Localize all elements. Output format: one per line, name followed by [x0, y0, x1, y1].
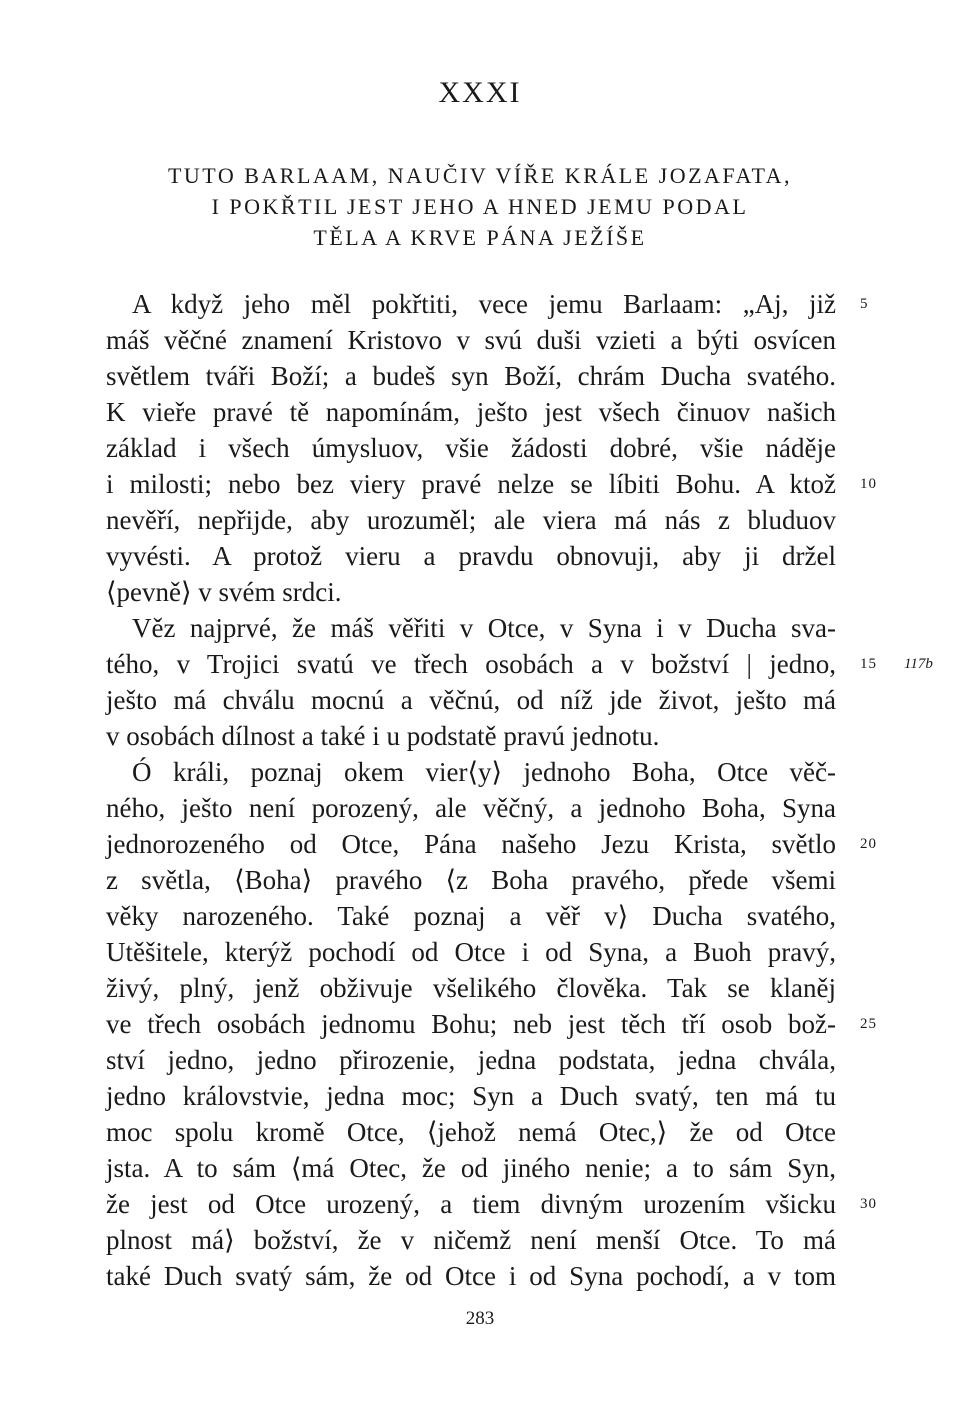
text-line: světlem tváři Boží; a budeš syn Boží, chrám Ducha svatého. [106, 361, 836, 391]
folio-reference: 117b [904, 656, 933, 672]
text-line: ného, ješto není porozený, ale věčný, a jednoho Boha, Syna [106, 793, 836, 823]
text-line: také Duch svatý sám, že od Otce i od Syna pochodí, a v tom [106, 1261, 836, 1291]
text-line: máš věčné znamení Kristovo v svú duši vzieti a býti osvícen [106, 325, 836, 355]
text-line: vyvésti. A protož vieru a pravdu obnovuji, aby ji držel [106, 541, 836, 571]
text-line: v osobách dílnost a také i u podstatě pravú jednotu. [106, 721, 660, 751]
text-line: ství jedno, jedno přirozenie, jedna podstata, jedna chvála, [106, 1045, 836, 1075]
margin-line-number: 10 [860, 476, 877, 492]
text-line: tého, v Trojici svatú ve třech osobách a v božství | jedno, [106, 649, 836, 679]
margin-line-number: 20 [860, 836, 877, 852]
margin-line-number: 25 [860, 1016, 877, 1032]
text-line: jednorozeného od Otce, Pána našeho Jezu Krista, světlo [106, 829, 836, 859]
text-line: jsta. A to sám ⟨má Otec, že od jiného nenie; a to sám Syn, [106, 1153, 836, 1183]
text-line: ⟨pevně⟩ v svém srdci. [106, 577, 342, 607]
text-line: Ó králi, poznaj okem vier⟨y⟩ jednoho Boha, Otce věč- [132, 757, 836, 787]
text-line: ješto má chválu mocnú a věčnú, od níž jde život, ješto má [106, 685, 836, 715]
heading-line: TĚLA A KRVE PÁNA JEŽÍŠE [313, 225, 647, 250]
text-line: živý, plný, jenž obživuje všelikého člověka. Tak se klaněj [106, 973, 836, 1003]
page-number: 283 [465, 1308, 495, 1329]
text-line: Věz najprvé, že máš věřiti v Otce, v Syna i v Ducha sva- [132, 613, 836, 643]
margin-line-number: 30 [860, 1196, 877, 1212]
text-line: plnost má⟩ božství, že v ničemž není menší Otce. To má [106, 1225, 836, 1255]
text-line: K vieře pravé tě napomínám, ješto jest všech činuov našich [106, 397, 836, 427]
text-line: i milosti; nebo bez viery pravé nelze se líbiti Bohu. A ktož [106, 469, 836, 499]
text-line: z světla, ⟨Boha⟩ pravého ⟨z Boha pravého, přede všemi [106, 865, 836, 895]
margin-line-number: 5 [860, 296, 869, 312]
chapter-heading [0, 160, 960, 253]
text-line: Utěšitele, kterýž pochodí od Otce i od Syna, a Buoh pravý, [106, 937, 836, 967]
text-line: moc spolu kromě Otce, ⟨jehož nemá Otec,⟩ že od Otce [106, 1117, 836, 1147]
text-line: A když jeho měl pokřtiti, vece jemu Barlaam: „Aj, již [132, 289, 836, 319]
text-line: základ i všech úmysluov, všie žádosti dobré, všie náděje [106, 433, 836, 463]
heading-line: TUTO BARLAAM, NAUČIV VÍŘE KRÁLE JOZAFATA, [167, 163, 793, 188]
margin-line-number: 15 [860, 656, 877, 672]
chapter-number: XXXI [438, 76, 522, 109]
text-line: nevěří, nepřijde, aby urozuměl; ale viera má nás z bluduov [106, 505, 836, 535]
text-line: ve třech osobách jednomu Bohu; neb jest těch tří osob bož- [106, 1009, 836, 1039]
text-line: jedno královstvie, jedna moc; Syn a Duch svatý, ten má tu [106, 1081, 836, 1111]
heading-line: I POKŘTIL JEST JEHO A HNED JEMU PODAL [211, 194, 749, 219]
text-line: že jest od Otce urozený, a tiem divným urozením všicku [106, 1189, 836, 1219]
text-line: věky narozeného. Také poznaj a věř v⟩ Ducha svatého, [106, 901, 836, 931]
